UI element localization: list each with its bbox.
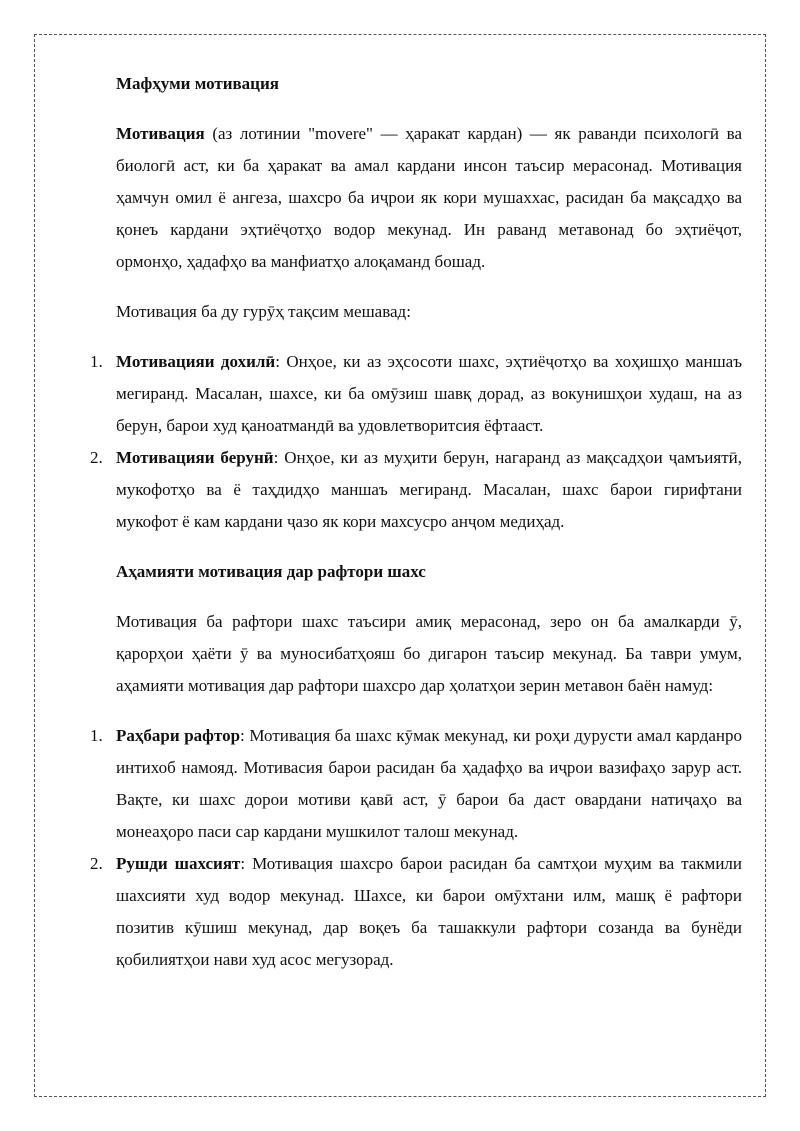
list-item-term: Мотивацияи дохилӣ xyxy=(116,352,276,371)
section-heading-importance: Аҳамияти мотивация дар рафтори шахс xyxy=(116,562,426,581)
list-item xyxy=(90,848,742,976)
motivation-types-list xyxy=(90,346,742,538)
list-item-text: : Онҳое, ки аз эҳсосоти шахс, эҳтиёҷотҳо ва хоҳишҳо маншаъ мегиранд. Масалан, шахсе, ки ба омӯзиш шавқ дорад, аз вокунишҳои худаш, на аз берун, барои худ қаноатмандӣ ва удовлетворитсия ёфтааст. xyxy=(116,352,742,435)
importance-list xyxy=(90,720,742,976)
list-item-term: Раҳбари рафтор xyxy=(116,726,241,745)
definition-text: (аз лотинии "movere" — ҳаракат кардан) — як раванди психологӣ ва биологӣ аст, ки ба ҳаракат ва амал кардани инсон таъсир мерасонад. Мотивация ҳамчун омил ё ангеза, шахсро ба иҷрои як кори мушаххас, расидан ба мақсадҳо ва қонеъ кардани эҳтиёҷотҳо водор мекунад. Ин раванд метавонад бо эҳтиёҷот, ормонҳо, ҳадафҳо ва манфиатҳо алоқаманд бошад. xyxy=(116,124,742,271)
term-motivation: Мотивация xyxy=(116,124,205,143)
list-number: 1. xyxy=(90,352,103,371)
list-item-text: : Мотивация шахсро барои расидан ба самтҳои муҳим ва такмили шахсияти худ водор мекунад. Шахсе, ки барои омӯхтани илм, машқ ё рафтори позитив кӯшиш мекунад, дар воқеъ ба ташаккули рафтори созанда ва бунёди қобилиятҳои нави худ асос мегузорад. xyxy=(116,854,742,969)
paragraph-groups-intro: Мотивация ба ду гурӯҳ тақсим мешавад: xyxy=(116,302,411,321)
list-item xyxy=(90,346,742,442)
list-item-text: : Мотивация ба шахс кӯмак мекунад, ки роҳи дурусти амал карданро интихоб намояд. Мотивасия барои расидан ба ҳадафҳо ва иҷрои вазифаҳо зарур аст. Вақте, ки шахс дорои мотиви қавӣ аст, ӯ барои ба даст овардани натиҷаҳо ва монеаҳоро паси сар кардани мушкилот талош мекунад. xyxy=(116,726,742,841)
list-item xyxy=(90,720,742,848)
list-item xyxy=(90,442,742,538)
paragraph-importance: Мотивация ба рафтори шахс таъсири амиқ мерасонад, зеро он ба амалкарди ӯ, қарорҳои ҳаёти ӯ ва муносибатҳояш бо дигарон таъсир мекунад. Ба таври умум, аҳамияти мотивация дар рафтори шахсро дар ҳолатҳои зерин метавон баён намуд: xyxy=(116,612,742,695)
list-number: 1. xyxy=(90,726,103,745)
list-number: 2. xyxy=(90,854,103,873)
list-number: 2. xyxy=(90,448,103,467)
list-item-term: Мотивацияи берунӣ xyxy=(116,448,274,467)
document-body xyxy=(90,68,742,994)
section-heading-concept: Мафҳуми мотивация xyxy=(116,74,279,93)
list-item-text: : Онҳое, ки аз муҳити берун, нагаранд аз мақсадҳои ҷамъиятӣ, мукофотҳо ва ё таҳдидҳо маншаъ мегиранд. Масалан, шахс барои гирифтани мукофот ё кам кардани ҷазо як кори махсусро анҷом медиҳад. xyxy=(116,448,742,531)
paragraph-definition xyxy=(116,118,742,278)
list-item-term: Рушди шахсият xyxy=(116,854,241,873)
